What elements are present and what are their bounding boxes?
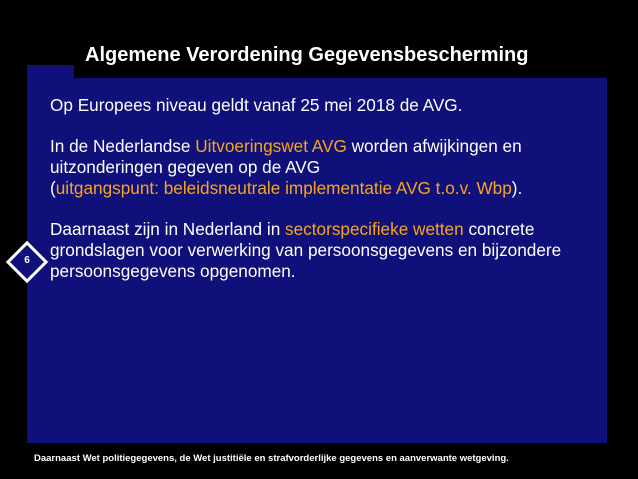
footer-note: Daarnaast Wet politiegegevens, de Wet justitiële en strafvorderlijke gegevens en aanverwante wetgeving. (34, 453, 509, 464)
slide-title: Algemene Verordening Gegevensbescherming (85, 44, 529, 66)
paragraph-uitvoeringswet (50, 136, 598, 199)
highlight-sectorspecifieke-wetten: sectorspecifieke wetten (285, 219, 464, 239)
text: In de Nederlandse (50, 136, 196, 156)
paragraph-avg-date: Op Europees niveau geldt vanaf 25 mei 2018 de AVG. (50, 95, 463, 115)
text: Daarnaast zijn in Nederland in (50, 219, 286, 239)
slide-body (50, 95, 598, 302)
text: ( (50, 178, 56, 198)
text: worden afwijkingen en uitzonderingen gegeven op de AVG (50, 136, 522, 177)
page-number: 6 (24, 255, 30, 266)
highlight-uitgangspunt: uitgangspunt: beleidsneutrale implementatie AVG t.o.v. Wbp (55, 178, 512, 198)
text: ). (511, 178, 523, 198)
paragraph-sectorspecifieke-wetten (50, 219, 598, 282)
highlight-uitvoeringswet: Uitvoeringswet AVG (195, 136, 347, 156)
text: concrete grondslagen voor verwerking van persoonsgegevens en bijzondere persoonsgegevens opgenomen. (50, 219, 562, 281)
